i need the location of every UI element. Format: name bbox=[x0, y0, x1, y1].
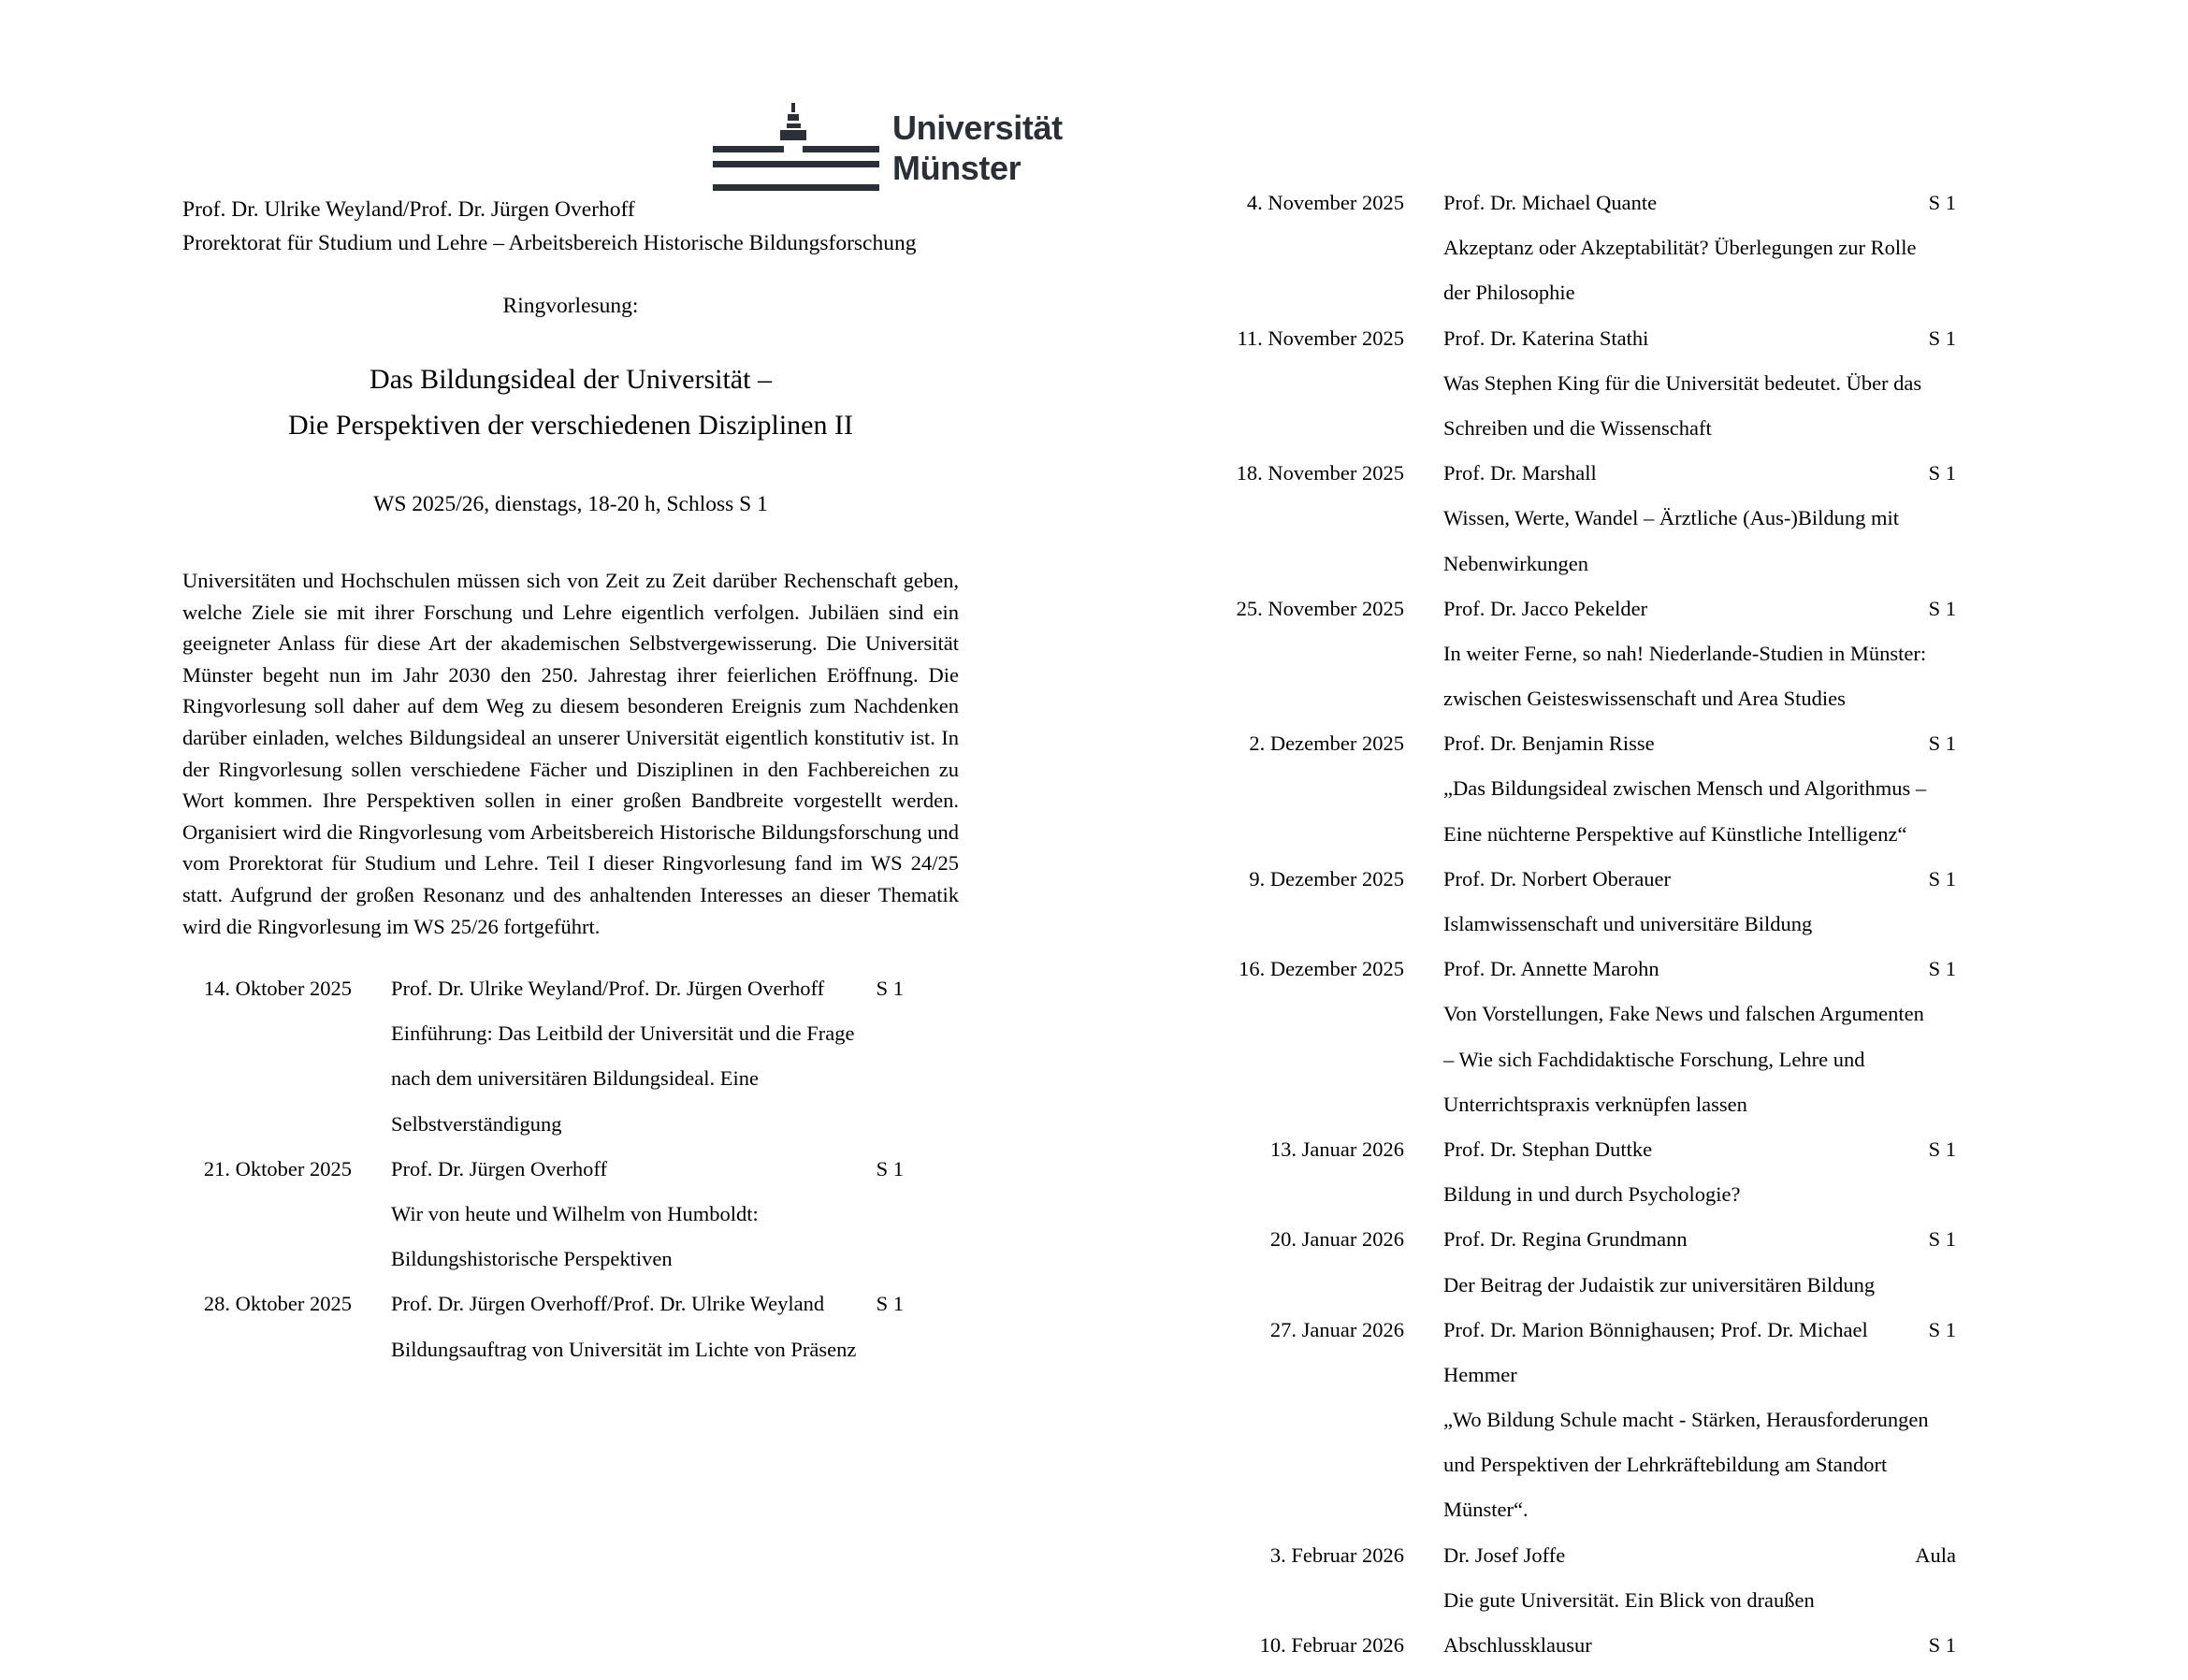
schedule-detail-text: Einführung: Das Leitbild der Universität und die Frage bbox=[391, 1021, 855, 1046]
schedule-speaker: Abschlussklausur bbox=[1443, 1633, 1592, 1657]
schedule-room: Aula bbox=[1915, 1542, 1956, 1567]
intro-paragraph-block bbox=[182, 565, 959, 942]
schedule-room: S 1 bbox=[1928, 326, 1956, 350]
schedule-row bbox=[1221, 733, 1978, 756]
schedule-date: 16. Dezember 2025 bbox=[1239, 957, 1404, 981]
schedule-room: S 1 bbox=[876, 977, 904, 1000]
schedule-row bbox=[1221, 463, 1978, 485]
schedule-detail-text: Eine nüchterne Perspektive auf Künstliche Intelligenz“ bbox=[1443, 821, 1907, 846]
schedule-row bbox=[1221, 1542, 1978, 1568]
schedule-detail-line bbox=[1221, 508, 1978, 530]
schedule-room: S 1 bbox=[1928, 731, 1956, 756]
schedule-detail-line bbox=[1221, 282, 1978, 305]
schedule-room: S 1 bbox=[876, 1292, 904, 1316]
schedule-detail-line bbox=[1221, 1047, 1978, 1072]
schedule-right-column bbox=[1221, 193, 1978, 1680]
schedule-row bbox=[168, 1294, 926, 1316]
schedule-date: 28. Oktober 2025 bbox=[203, 1292, 352, 1316]
logo-wordmark bbox=[892, 109, 1063, 189]
schedule-row bbox=[1221, 1635, 1978, 1658]
schedule-speaker: Prof. Dr. Katerina Stathi bbox=[1443, 326, 1649, 350]
schedule-detail-text: „Wo Bildung Schule macht - Stärken, Herausforderungen bbox=[1443, 1408, 1929, 1432]
schedule-detail-text: nach dem universitären Bildungsideal. Eine bbox=[391, 1066, 760, 1091]
page-title-line2: Die Perspektiven der verschiedenen Disziplinen II bbox=[288, 410, 853, 441]
schedule-detail-line bbox=[1221, 551, 1978, 576]
schedule-speaker: Dr. Josef Joffe bbox=[1443, 1542, 1566, 1567]
universitaet-muenster-logo-icon bbox=[713, 101, 879, 195]
schedule-detail-text: zwischen Geisteswissenschaft und Area Studies bbox=[1443, 687, 1846, 711]
schedule-row bbox=[1221, 596, 1978, 621]
schedule-detail-line bbox=[168, 1201, 926, 1226]
schedule-date: 11. November 2025 bbox=[1237, 326, 1404, 350]
department-line: Prorektorat für Studium und Lehre – Arbeitsbereich Historische Bildungsforschung bbox=[182, 231, 917, 255]
schedule-room: S 1 bbox=[1928, 191, 1956, 214]
schedule-detail-text: Bildungsauftrag von Universität im Lichte von Präsenz bbox=[391, 1337, 857, 1361]
schedule-row bbox=[168, 978, 926, 1001]
university-logo bbox=[713, 101, 1063, 199]
schedule-room: S 1 bbox=[1928, 1317, 1956, 1341]
schedule-date: 4. November 2025 bbox=[1246, 191, 1404, 214]
schedule-detail-line bbox=[1221, 778, 1978, 801]
schedule-speaker: Prof. Dr. Stephan Duttke bbox=[1443, 1137, 1653, 1161]
schedule-speaker: Prof. Dr. Michael Quante bbox=[1443, 191, 1658, 214]
schedule-detail-text: Bildung in und durch Psychologie? bbox=[1443, 1182, 1741, 1207]
schedule-detail-text: Nebenwirkungen bbox=[1443, 551, 1588, 575]
schedule-date: 3. Februar 2026 bbox=[1269, 1542, 1404, 1567]
schedule-room: S 1 bbox=[1928, 957, 1956, 981]
schedule-date: 9. Dezember 2025 bbox=[1249, 866, 1404, 891]
schedule-row bbox=[1221, 1317, 1978, 1342]
logo-word-line2: Münster bbox=[892, 148, 1022, 187]
schedule-detail-line bbox=[1221, 1587, 1978, 1613]
schedule-room: S 1 bbox=[1928, 461, 1956, 485]
schedule-detail-line bbox=[1221, 1272, 1978, 1297]
schedule-detail-line bbox=[1221, 1004, 1978, 1026]
schedule-date: 25. November 2025 bbox=[1236, 596, 1404, 620]
schedule-row bbox=[168, 1156, 926, 1181]
schedule-detail-line bbox=[1221, 370, 1978, 396]
schedule-detail-line bbox=[1221, 1094, 1978, 1117]
schedule-speaker: Prof. Dr. Norbert Oberauer bbox=[1443, 866, 1672, 891]
schedule-detail-text: Unterrichtspraxis verknüpfen lassen bbox=[1443, 1092, 1747, 1116]
schedule-speaker: Prof. Dr. Jacco Pekelder bbox=[1443, 596, 1648, 620]
schedule-speaker: Prof. Dr. Ulrike Weyland/Prof. Dr. Jürgen Overhoff bbox=[391, 977, 825, 1000]
schedule-detail-line bbox=[1221, 914, 1978, 936]
schedule-detail-line bbox=[1221, 821, 1978, 847]
schedule-left-column bbox=[168, 978, 926, 1384]
schedule-date: 13. Januar 2026 bbox=[1269, 1137, 1404, 1161]
schedule-detail-text: Der Beitrag der Judaistik zur universitären Bildung bbox=[1443, 1272, 1876, 1296]
schedule-detail-text: In weiter Ferne, so nah! Niederlande-Studien in Münster: bbox=[1443, 641, 1927, 665]
schedule-detail-text: Hemmer bbox=[1443, 1362, 1517, 1386]
schedule-detail-line bbox=[1221, 1455, 1978, 1477]
schedule-speaker: Prof. Dr. Marshall bbox=[1443, 461, 1597, 485]
schedule-detail-line bbox=[168, 1068, 926, 1091]
schedule-detail-text: Islamwissenschaft und universitäre Bildung bbox=[1443, 912, 1813, 935]
series-label: Ringvorlesung: bbox=[502, 294, 639, 318]
schedule-speaker: Prof. Dr. Jürgen Overhoff/Prof. Dr. Ulrike Weyland bbox=[391, 1292, 825, 1316]
schedule-speaker: Prof. Dr. Jürgen Overhoff bbox=[391, 1156, 608, 1180]
schedule-room: S 1 bbox=[1928, 1137, 1956, 1161]
schedule-row bbox=[1221, 193, 1978, 215]
schedule-detail-line bbox=[168, 1337, 926, 1362]
schedule-detail-text: Die gute Universität. Ein Blick von draußen bbox=[1443, 1587, 1815, 1612]
schedule-room: S 1 bbox=[1928, 1633, 1956, 1657]
schedule-date: 2. Dezember 2025 bbox=[1249, 731, 1404, 756]
schedule-detail-line bbox=[168, 1111, 926, 1137]
schedule-detail-text: Von Vorstellungen, Fake News und falschen Argumenten bbox=[1443, 1002, 1924, 1026]
authors-line: Prof. Dr. Ulrike Weyland/Prof. Dr. Jürgen Overhoff bbox=[182, 197, 635, 222]
schedule-room: S 1 bbox=[1928, 866, 1956, 891]
schedule-speaker: Prof. Dr. Marion Bönnighausen; Prof. Dr. Michael bbox=[1443, 1317, 1868, 1341]
schedule-speaker: Prof. Dr. Annette Marohn bbox=[1443, 957, 1659, 981]
schedule-detail-text: Selbstverständigung bbox=[391, 1111, 562, 1136]
logo-word-line1: Universität bbox=[892, 109, 1063, 147]
schedule-row bbox=[1221, 1139, 1978, 1162]
schedule-detail-text: Bildungshistorische Perspektiven bbox=[391, 1247, 673, 1271]
schedule-speaker: Prof. Dr. Regina Grundmann bbox=[1443, 1227, 1688, 1252]
schedule-date: 27. Januar 2026 bbox=[1269, 1317, 1404, 1341]
schedule-detail-line bbox=[168, 1023, 926, 1046]
schedule-speaker: Prof. Dr. Benjamin Risse bbox=[1443, 731, 1655, 756]
page-title-line1: Das Bildungsideal der Universität – bbox=[369, 364, 772, 395]
schedule-date: 18. November 2025 bbox=[1236, 461, 1404, 485]
schedule-date: 20. Januar 2026 bbox=[1269, 1227, 1404, 1252]
schedule-date: 10. Februar 2026 bbox=[1259, 1633, 1404, 1657]
schedule-detail-text: Münster“. bbox=[1443, 1498, 1529, 1522]
schedule-date: 14. Oktober 2025 bbox=[203, 977, 352, 1000]
schedule-detail-text: Akzeptanz oder Akzeptabilität? Überlegungen zur Rolle bbox=[1443, 236, 1917, 260]
intro-paragraph: Universitäten und Hochschulen müssen sich von Zeit zu Zeit darüber Rechenschaft geben, welche Ziele sie mit ihrer Forschung und Lehre eigentlich verfolgen. Jubiläen sind ein geeigneter Anlass für diese Art der akademischen Selbstvergewisserung. Die Universität Münster begeht nun im Jahr 2030 den 250. Jahrestag ihrer feierlichen Eröffnung. Die Ringvorlesung soll daher auf dem Weg zu diesem besonderen Ereignis zum Nachdenken darüber einladen, welches Bildungsideal an unserer Universität eigentlich konstitutiv ist. In der Ringvorlesung sollen verschiedene Fächer und Disziplinen in den Fachbereichen zu Wort kommen. Ihre Perspektiven sollen in einer großen Bandbreite vorgestellt werden. Organisiert wird die Ringvorlesung vom Arbeitsbereich Historische Bildungsforschung und vom Prorektorat für Studium und Lehre. Teil I dieser Ringvorlesung fand im WS 24/25 statt. Aufgrund der großen Resonanz und des anhaltenden Interesses an dieser Thematik wird die Ringvorlesung im WS 25/26 fortgeführt. bbox=[182, 569, 959, 938]
schedule-row bbox=[1221, 959, 1978, 981]
schedule-room: S 1 bbox=[1928, 596, 1956, 620]
schedule-detail-line bbox=[1221, 1499, 1978, 1522]
schedule-row bbox=[1221, 866, 1978, 891]
schedule-detail-line bbox=[1221, 688, 1978, 711]
subtitle-line: WS 2025/26, dienstags, 18-20 h, Schloss S 1 bbox=[373, 492, 768, 516]
schedule-detail-text: Was Stephen King für die Universität bedeutet. Über das bbox=[1443, 370, 1922, 395]
schedule-detail-text: – Wie sich Fachdidaktische Forschung, Lehre und bbox=[1443, 1047, 1865, 1071]
schedule-row bbox=[1221, 328, 1978, 351]
schedule-detail-text: der Philosophie bbox=[1443, 281, 1575, 305]
schedule-detail-text: und Perspektiven der Lehrkräftebildung am Standort bbox=[1443, 1453, 1888, 1477]
schedule-row bbox=[1221, 1229, 1978, 1252]
schedule-detail-line bbox=[1221, 238, 1978, 260]
schedule-detail-text: Wissen, Werte, Wandel – Ärztliche (Aus-)Bildung mit bbox=[1443, 506, 1900, 530]
schedule-room: S 1 bbox=[1928, 1227, 1956, 1252]
schedule-detail-text: Wir von heute und Wilhelm von Humboldt: bbox=[391, 1201, 759, 1225]
schedule-detail-text: Schreiben und die Wissenschaft bbox=[1443, 415, 1712, 440]
schedule-detail-line bbox=[1221, 415, 1978, 441]
schedule-date: 21. Oktober 2025 bbox=[203, 1156, 352, 1180]
schedule-detail-line bbox=[1221, 1362, 1978, 1387]
schedule-detail-text: „Das Bildungsideal zwischen Mensch und Algorithmus – bbox=[1443, 776, 1927, 801]
schedule-detail-line bbox=[1221, 1410, 1978, 1432]
schedule-detail-line bbox=[168, 1249, 926, 1271]
schedule-room: S 1 bbox=[876, 1156, 904, 1180]
schedule-detail-line bbox=[1221, 641, 1978, 666]
schedule-detail-line bbox=[1221, 1184, 1978, 1207]
